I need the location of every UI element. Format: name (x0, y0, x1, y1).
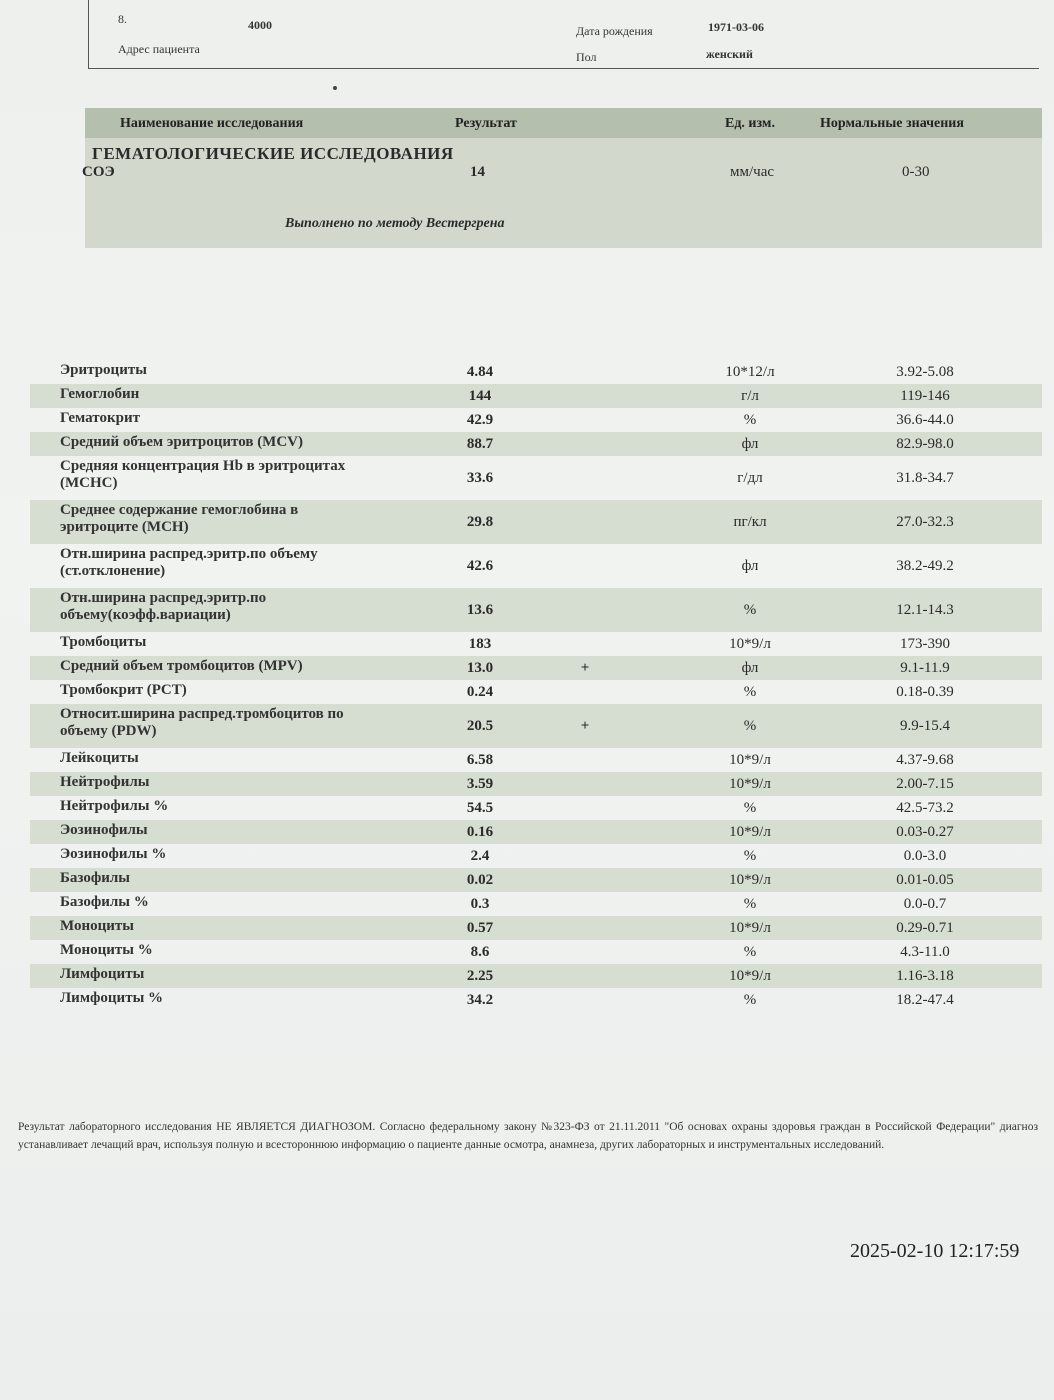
table-row (30, 988, 1042, 1012)
table-row (30, 916, 1042, 940)
test-value: 2.25 (466, 967, 494, 984)
print-timestamp: 2025-02-10 12:17:59 (850, 1240, 1020, 1262)
test-value: 4.84 (466, 363, 494, 380)
table-row (30, 500, 1042, 544)
reference-range: 18.2-47.4 (896, 991, 954, 1008)
test-name: Эозинофилы % (60, 846, 167, 862)
test-name: Лейкоциты (60, 750, 139, 766)
patient-id-label: 8. (118, 12, 127, 26)
reference-range: 12.1-14.3 (896, 601, 954, 618)
test-unit: % (743, 683, 757, 700)
table-row (30, 384, 1042, 408)
table-row (30, 820, 1042, 844)
test-name: Средний объем тромбоцитов (MPV) (60, 658, 303, 674)
patient-address-label: Адрес пациента (118, 42, 200, 56)
test-name: Средний объем эритроцитов (MCV) (60, 434, 304, 450)
table-row (30, 680, 1042, 704)
reference-range: 2.00-7.15 (896, 775, 954, 792)
esr-name: СОЭ (82, 164, 115, 180)
table-row (30, 432, 1042, 456)
table-row (30, 544, 1042, 588)
table-row (30, 632, 1042, 656)
reference-range: 4.37-9.68 (896, 751, 954, 768)
col-name-header: Наименование исследования (120, 116, 304, 131)
table-row (30, 408, 1042, 432)
reference-range: 31.8-34.7 (896, 469, 954, 486)
test-value: 0.24 (466, 683, 494, 700)
col-result-header: Результат (455, 116, 517, 131)
test-name: Базофилы (60, 870, 131, 886)
test-value: 34.2 (466, 991, 494, 1008)
abnormal-flag: + (580, 659, 590, 676)
test-value: 3.59 (466, 775, 494, 792)
patient-header (88, 0, 1039, 69)
reference-range: 82.9-98.0 (896, 435, 954, 452)
test-unit: % (743, 717, 757, 734)
test-name: Тромбокрит (PCT) (60, 682, 187, 698)
reference-range: 36.6-44.0 (896, 411, 954, 428)
test-name: Моноциты % (60, 942, 153, 958)
table-row (30, 868, 1042, 892)
test-unit: % (743, 991, 757, 1008)
test-unit: 10*9/л (729, 823, 771, 840)
test-name: Эозинофилы (60, 822, 148, 838)
test-value: 33.6 (466, 469, 494, 486)
reference-range: 0.18-0.39 (896, 683, 954, 700)
test-value: 0.16 (466, 823, 494, 840)
test-value: 144 (468, 387, 492, 404)
test-value: 13.6 (466, 601, 494, 618)
test-unit: 10*9/л (729, 635, 771, 652)
reference-range: 1.16-3.18 (896, 967, 954, 984)
test-unit: 10*9/л (729, 775, 771, 792)
test-name: Базофилы % (60, 894, 149, 910)
disclaimer-text: Результат лабораторного исследования НЕ ЯВЛЯЕТСЯ ДИАГНОЗОМ. Согласно федеральному закону №323-ФЗ от 21.11.2011 "Об основах охраны здоровья граждан в Российской Федерации" диагноз устанавливает лечащий врач, используя полную и всестороннюю информацию о пациенте данные осмотра, анамнеза, других лабораторных и инструментальных исследований. (18, 1121, 1038, 1151)
test-value: 42.9 (466, 411, 494, 428)
reference-range: 9.1-11.9 (900, 659, 950, 676)
test-name: Нейтрофилы % (60, 798, 169, 814)
table-row (30, 796, 1042, 820)
test-value: 2.4 (470, 847, 490, 864)
birth-date-value: 1971-03-06 (708, 20, 764, 34)
esr-norm: 0-30 (902, 164, 930, 180)
test-value: 29.8 (466, 513, 494, 530)
table-row (30, 704, 1042, 748)
test-unit: 10*12/л (725, 363, 775, 380)
reference-range: 42.5-73.2 (896, 799, 954, 816)
reference-range: 38.2-49.2 (896, 557, 954, 574)
ink-dot (333, 86, 337, 90)
test-name: Гемоглобин (60, 386, 140, 402)
test-value: 0.57 (466, 919, 494, 936)
test-value: 0.3 (470, 895, 490, 912)
sex-label: Пол (576, 50, 597, 64)
patient-id-value: 4000 (248, 18, 272, 32)
table-row (30, 892, 1042, 916)
test-name: Эритроциты (60, 362, 147, 378)
test-value: 20.5 (466, 717, 494, 734)
esr-unit: мм/час (730, 164, 775, 180)
test-name: Гематокрит (60, 410, 140, 426)
test-value: 0.02 (466, 871, 494, 888)
test-name: Лимфоциты % (60, 990, 164, 1006)
section-title: ГЕМАТОЛОГИЧЕСКИЕ ИССЛЕДОВАНИЯ (92, 144, 454, 163)
reference-range: 9.9-15.4 (900, 717, 950, 734)
test-value: 88.7 (466, 435, 494, 452)
test-value: 6.58 (466, 751, 494, 768)
test-unit: % (743, 799, 757, 816)
test-name: Тромбоциты (60, 634, 147, 650)
reference-range: 0.0-0.7 (903, 895, 947, 912)
table-row (30, 772, 1042, 796)
test-unit: пг/кл (733, 513, 767, 530)
reference-range: 0.03-0.27 (896, 823, 954, 840)
test-unit: фл (741, 435, 759, 452)
abnormal-flag: + (580, 717, 590, 734)
test-unit: % (743, 895, 757, 912)
test-unit: 10*9/л (729, 919, 771, 936)
table-row (30, 456, 1042, 500)
table-header (85, 108, 1042, 138)
test-name: Лимфоциты (60, 966, 145, 982)
col-unit-header: Ед. изм. (725, 116, 775, 131)
test-name: Моноциты (60, 918, 134, 934)
test-name: Нейтрофилы (60, 774, 150, 790)
test-unit: 10*9/л (729, 751, 771, 768)
esr-value: 14 (470, 164, 485, 180)
method-note: Выполнено по методу Вестергрена (285, 216, 505, 231)
test-unit: г/л (741, 387, 759, 404)
test-name: Отн.ширина распред.эритр.по объему(коэфф.вариации) (60, 590, 267, 623)
table-row (30, 748, 1042, 772)
col-norm-header: Нормальные значения (820, 116, 964, 131)
test-name: Среднее содержание гемоглобина в эритроците (MCH) (60, 502, 299, 535)
reference-range: 0.29-0.71 (896, 919, 954, 936)
sex-value: женский (706, 47, 753, 61)
reference-range: 0.0-3.0 (903, 847, 947, 864)
test-value: 183 (468, 635, 492, 652)
test-value: 13.0 (466, 659, 494, 676)
table-row (30, 588, 1042, 632)
test-unit: % (743, 601, 757, 618)
test-unit: 10*9/л (729, 871, 771, 888)
test-unit: г/дл (737, 469, 763, 486)
test-value: 8.6 (470, 943, 490, 960)
table-row (30, 964, 1042, 988)
test-unit: фл (741, 557, 759, 574)
test-value: 54.5 (466, 799, 494, 816)
table-row (30, 656, 1042, 680)
reference-range: 119-146 (900, 387, 950, 404)
test-unit: % (743, 847, 757, 864)
test-unit: % (743, 411, 757, 428)
table-row (30, 940, 1042, 964)
test-unit: % (743, 943, 757, 960)
reference-range: 4.3-11.0 (900, 943, 950, 960)
reference-range: 3.92-5.08 (896, 363, 954, 380)
reference-range: 173-390 (900, 635, 950, 652)
reference-range: 0.01-0.05 (896, 871, 954, 888)
birth-date-label: Дата рождения (576, 24, 653, 38)
table-row (30, 844, 1042, 868)
table-row (30, 360, 1042, 384)
test-unit: фл (741, 659, 759, 676)
test-name: Относит.ширина распред.тромбоцитов по объему (PDW) (60, 706, 344, 739)
test-name: Отн.ширина распред.эритр.по объему (ст.отклонение) (60, 546, 318, 579)
test-unit: 10*9/л (729, 967, 771, 984)
reference-range: 27.0-32.3 (896, 513, 954, 530)
test-name: Средняя концентрация Hb в эритроцитах (MCHC) (60, 458, 346, 491)
test-value: 42.6 (466, 557, 494, 574)
